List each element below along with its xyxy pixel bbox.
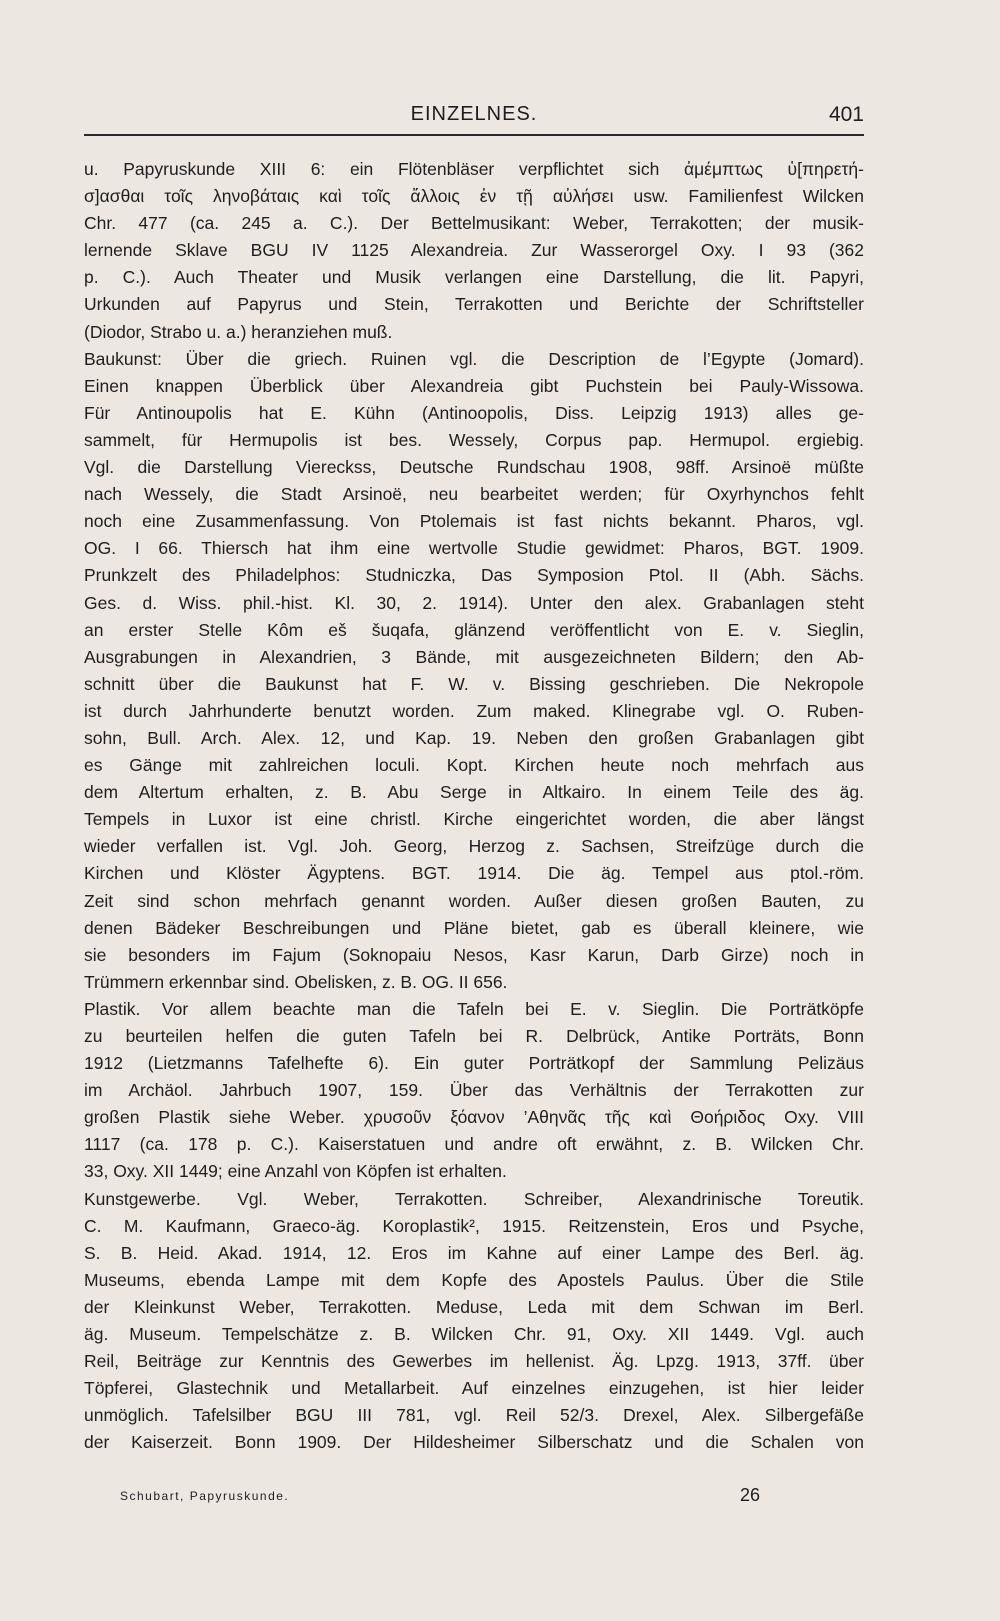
header-rule bbox=[84, 134, 864, 136]
text-line: C. M. Kaufmann, Graeco-äg. Koroplastik², 1915. Reitzenstein, Eros und Psyche, bbox=[84, 1215, 864, 1236]
body-text bbox=[84, 156, 864, 1457]
text-line: S. B. Heid. Akad. 1914, 12. Eros im Kahne auf einer Lampe des Berl. äg. bbox=[84, 1242, 864, 1263]
text-line: es Gänge mit zahlreichen loculi. Kopt. Kirchen heute noch mehrfach aus bbox=[84, 755, 864, 776]
text-line: im Archäol. Jahrbuch 1907, 159. Über das Verhältnis der Terrakotten zur bbox=[84, 1080, 864, 1101]
text-line: unmöglich. Tafelsilber BGU III 781, vgl. Reil 52/3. Drexel, Alex. Silbergefäße bbox=[84, 1405, 864, 1426]
text-line: lernende Sklave BGU IV 1125 Alexandreia. Zur Wasserorgel Oxy. I 93 (362 bbox=[84, 240, 864, 261]
text-line: Einen knappen Überblick über Alexandreia gibt Puchstein bei Pauly-Wissowa. bbox=[84, 375, 864, 396]
text-line: Kirchen und Klöster Ägyptens. BGT. 1914. Die äg. Tempel aus ptol.-röm. bbox=[84, 863, 864, 884]
text-line: Ausgrabungen in Alexandrien, 3 Bände, mit ausgezeichneten Bildern; den Ab- bbox=[84, 646, 864, 667]
text-line: sie besonders im Fajum (Soknopaiu Nesos, Kasr Karun, Darb Girze) noch in bbox=[84, 944, 864, 965]
text-line: 1912 (Lietzmanns Tafelhefte 6). Ein guter Porträtkopf der Sammlung Pelizäus bbox=[84, 1053, 864, 1074]
text-line: 33, Oxy. XII 1449; eine Anzahl von Köpfen ist erhalten. bbox=[84, 1161, 507, 1182]
text-line: sammelt, für Hermupolis ist bes. Wessely, Corpus pap. Hermupol. ergiebig. bbox=[84, 429, 864, 450]
text-line: äg. Museum. Tempelschätze z. B. Wilcken Chr. 91, Oxy. XII 1449. Vgl. auch bbox=[84, 1324, 864, 1345]
text-line: Zeit sind schon mehrfach genannt worden. Außer diesen großen Bauten, zu bbox=[84, 890, 864, 911]
text-line: Ges. d. Wiss. phil.-hist. Kl. 30, 2. 1914). Unter den alex. Grabanlagen steht bbox=[84, 592, 864, 613]
text-line: OG. I 66. Thiersch hat ihm eine wertvolle Studie gewidmet: Pharos, BGT. 1909. bbox=[84, 538, 864, 559]
text-line: Reil, Beiträge zur Kenntnis des Gewerbes im hellenist. Äg. Lpzg. 1913, 37ff. über bbox=[84, 1351, 864, 1372]
text-line: denen Bädeker Beschreibungen und Pläne bietet, gab es überall kleinere, wie bbox=[84, 917, 864, 938]
text-line: an erster Stelle Kôm eš šuqafa, glänzend veröffentlicht von E. v. Sieglin, bbox=[84, 619, 864, 640]
text-line: noch eine Zusammenfassung. Von Ptolemais ist fast nichts bekannt. Pharos, vgl. bbox=[84, 511, 864, 532]
text-line: p. C.). Auch Theater und Musik verlangen eine Darstellung, die lit. Papyri, bbox=[84, 267, 864, 288]
text-line: wieder verfallen ist. Vgl. Joh. Georg, Herzog z. Sachsen, Streifzüge durch die bbox=[84, 836, 864, 857]
text-line: Plastik. Vor allem beachte man die Tafeln bei E. v. Sieglin. Die Porträtköpfe bbox=[84, 998, 864, 1019]
text-line: ist durch Jahrhunderte benutzt worden. Zum maked. Klinegrabe vgl. O. Ruben- bbox=[84, 700, 864, 721]
text-line: Kunstgewerbe. Vgl. Weber, Terrakotten. Schreiber, Alexandrinische Toreutik. bbox=[84, 1188, 864, 1209]
text-line: der Kleinkunst Weber, Terrakotten. Meduse, Leda mit dem Schwan im Berl. bbox=[84, 1296, 864, 1317]
text-line: sohn, Bull. Arch. Alex. 12, und Kap. 19. Neben den großen Grabanlagen gibt bbox=[84, 727, 864, 748]
page-number: 401 bbox=[828, 103, 864, 126]
text-line: Museums, ebenda Lampe mit dem Kopfe des Apostels Paulus. Über die Stile bbox=[84, 1269, 864, 1290]
text-line: großen Plastik siehe Weber. χρυσοῦν ξόανον ’Αθηνᾶς τῆς καὶ Θοήριδος Oxy. VIII bbox=[84, 1107, 864, 1128]
text-line: Trümmern erkennbar sind. Obelisken, z. B. OG. II 656. bbox=[84, 971, 508, 992]
text-line: zu beurteilen helfen die guten Tafeln bei R. Delbrück, Antike Porträts, Bonn bbox=[84, 1026, 864, 1046]
text-line: nach Wessely, die Stadt Arsinoë, neu bearbeitet werden; für Oxyrhynchos fehlt bbox=[84, 484, 864, 505]
text-line: Chr. 477 (ca. 245 a. C.). Der Bettelmusikant: Weber, Terrakotten; der musik- bbox=[84, 213, 864, 234]
running-head bbox=[84, 103, 864, 133]
signature-mark: 26 bbox=[739, 1485, 760, 1505]
text-line: Tempels in Luxor ist eine christl. Kirche eingerichtet worden, die aber längst bbox=[84, 809, 864, 830]
text-line: schnitt über die Baukunst hat F. W. v. Bissing geschrieben. Die Nekropole bbox=[84, 673, 864, 694]
text-line: Urkunden auf Papyrus und Stein, Terrakotten und Berichte der Schriftsteller bbox=[84, 294, 864, 315]
text-line: Töpferei, Glastechnik und Metallarbeit. Auf einzelnes einzugehen, ist hier leider bbox=[84, 1378, 864, 1399]
text-line: Vgl. die Darstellung Viereckss, Deutsche Rundschau 1908, 98ff. Arsinoë müßte bbox=[84, 457, 864, 478]
text-line: Für Antinoupolis hat E. Kühn (Antinoopolis, Diss. Leipzig 1913) alles ge- bbox=[84, 402, 864, 423]
text-line: Baukunst: Über die griech. Ruinen vgl. die Description de l’Egypte (Jomard). bbox=[84, 348, 864, 369]
text-line: u. Papyruskunde XIII 6: ein Flötenbläser verpflichtet sich ἀμέμπτως ὑ[πηρετή- bbox=[84, 159, 864, 179]
text-line: Prunkzelt des Philadelphos: Studniczka, Das Symposion Ptol. II (Abh. Sächs. bbox=[84, 565, 864, 586]
text-line: (Diodor, Strabo u. a.) heranziehen muß. bbox=[84, 321, 393, 342]
page-footer bbox=[120, 1485, 760, 1509]
footer-author: Schubart, Papyruskunde. bbox=[120, 1489, 290, 1503]
text-line: der Kaiserzeit. Bonn 1909. Der Hildesheimer Silberschatz und die Schalen von bbox=[84, 1432, 864, 1453]
text-line: σ]ασθαι τοῖς ληνοβάταις καὶ τοῖς ἄλλοις ἐν τῇ αὐλήσει usw. Familienfest Wilcken bbox=[84, 186, 864, 207]
running-head-title: EINZELNES. bbox=[410, 103, 538, 125]
text-line: 1117 (ca. 178 p. C.). Kaiserstatuen und andre oft erwähnt, z. B. Wilcken Chr. bbox=[84, 1134, 864, 1155]
text-line: dem Altertum erhalten, z. B. Abu Serge in Altkairo. In einem Teile des äg. bbox=[84, 782, 864, 803]
